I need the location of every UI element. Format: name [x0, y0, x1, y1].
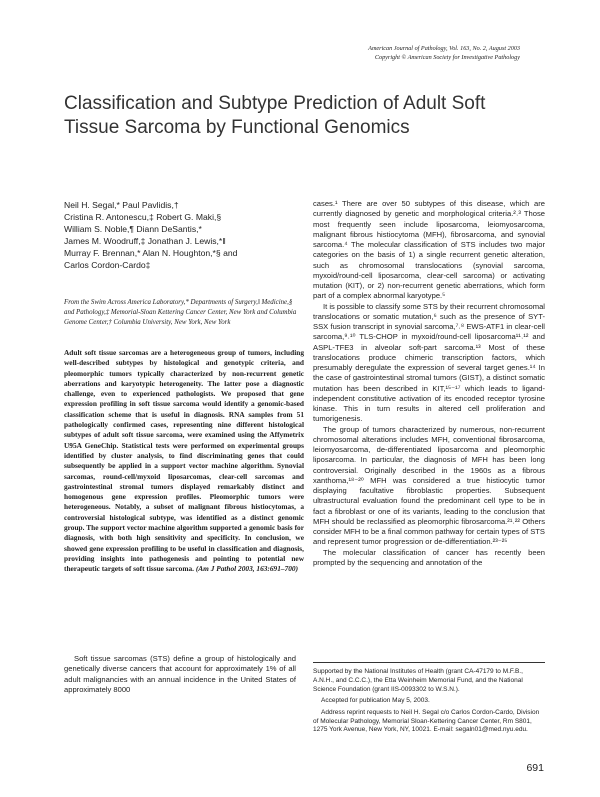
journal-citation: American Journal of Pathology, Vol. 163, No. 2, August 2003 [368, 45, 520, 52]
accepted-note: Accepted for publication May 5, 2003. [321, 697, 430, 705]
introduction-left [64, 654, 296, 696]
affiliations: From the Swim Across America Laboratory,* Departments of Surgery,ǁ Medicine,§ and Pathology,‡ Memorial-Sloan Kettering Cancer Center, New York and Columbia Genome Center,† Columbia University, New York, New York [64, 299, 297, 327]
abstract-citation: (Am J Pathol 2003, 163:691–700) [195, 564, 299, 574]
body-paragraph: The group of tumors characterized by numerous, non-recurrent chromosomal alterations includes MFH, conventional fibrosarcoma, leiomyosarcoma, de-differentiated liposarcoma and pleomorphic liposarcoma. In particular, the diagnosis of MFH has been long controversial. Originally described in the 1960s as a fibrous xanthoma,¹⁸⁻²⁰ MFH was considered a true histiocytic tumor displaying facultative fibroblastic properties. Subsequent ultrastructural evaluation found the predominant cell type to be in fact a fibroblast or one of its variants, leading to the conclusion that MFH should be reclassified as pleomorphic fibrosarcoma.²¹˒²² Others consider MFH to be a final common pathway for certain types of STS and represent tumor progression or de-differentiation.²³⁻²⁵ [313, 424, 545, 547]
intro-paragraph: Soft tissue sarcomas (STS) define a group of histologically and genetically diverse cancers that account for approximately 1% of all adult malignancies with an annual incidence in the United States of approximately 8000 [64, 654, 296, 695]
author-line: Carlos Cordon-Cardo‡ [64, 260, 151, 271]
funding-note: Supported by the National Institutes of Health (grant CA-47179 to M.F.B., A.N.H., and C.C.C.), the Etta Weinheim Memorial Fund, and the National Science Foundation (grant IIS-0093302 to W.S.N.). [313, 668, 523, 693]
author-line: Cristina R. Antonescu,‡ Robert G. Maki,§ [64, 212, 222, 223]
author-line: James M. Woodruff,‡ Jonathan J. Lewis,*ǁ [64, 236, 226, 247]
footnote-divider [313, 662, 545, 663]
footnotes [313, 668, 545, 738]
body-paragraph: cases.¹ There are over 50 subtypes of this disease, which are currently diagnosed by genetic and morphological criteria.²˒³ Those most frequently seen include liposarcoma, leiomyosarcoma, malignant fibrous histiocytoma (MFH), fibrosarcoma, and synovial sarcoma.⁴ The molecular classification of STS includes two major categories on the basis of 1) a single recurrent genetic alteration, such as chromosomal translocations (synovial sarcoma, myxoid/round-cell liposarcoma, clear-cell sarcoma) or activating mutation (KIT), or 2) non-recurrent genetic aberrations, which form part of a complex abnormal karyotype.⁵ [313, 199, 545, 301]
body-right-column [313, 199, 545, 568]
journal-header [368, 44, 520, 62]
body-paragraph: The molecular classification of cancer has recently been prompted by the sequencing and annotation of the [313, 547, 545, 567]
page-number: 691 [526, 762, 544, 774]
article-title: Classification and Subtype Prediction of Adult Soft Tissue Sarcoma by Functional Genomics [64, 93, 486, 138]
author-line: Neil H. Segal,* Paul Pavlidis,† [64, 200, 179, 210]
journal-copyright: Copyright © American Society for Investigative Pathology [374, 54, 520, 61]
body-paragraph: It is possible to classify some STS by their recurrent chromosomal translocations or somatic mutation,⁶ such as the presence of SYT-SSX fusion transcript in synovial sarcoma,⁷˒⁸ EWS-ATF1 in clear-cell sarcoma,⁹˒¹⁰ TLS-CHOP in myxoid/round-cell liposarcoma¹¹˒¹² and ASPL-TFE3 in alveolar soft-part sarcoma.¹³ Most of these translocations produce chimeric transcription factors, which presumably deregulate the expression of several target genes.¹⁴ In the case of gastrointestinal stromal tumors (GIST), a distinct somatic mutation has been described in KIT,¹⁵⁻¹⁷ which leads to ligand-independent constitutive activation of its encoded receptor tyrosine kinase. This in turn results in altered cell proliferation and tumorigenesis. [313, 301, 545, 424]
author-list [64, 199, 304, 272]
abstract [64, 348, 304, 575]
author-line: William S. Noble,¶ Diann DeSantis,* [64, 224, 202, 235]
abstract-text: Adult soft tissue sarcomas are a heterogeneous group of tumors, including well-described subtypes by histological and genotypic criteria, and pleomorphic tumors typically characterized by non-recurrent genetic aberrations and karyotypic heterogeneity. The latter pose a diagnostic challenge, even to experienced pathologists. We proposed that gene expression profiling in soft tissue sarcoma would identify a genomic-based classification scheme that is useful in diagnosis. RNA samples from 51 pathologically confirmed cases, representing nine different histological subtypes of adult soft tissue sarcoma, were examined using the Affymetrix U95A GeneChip. Statistical tests were performed on experimental groups identified by cluster analysis, to find discriminating genes that could subsequently be applied in a support vector machine algorithm. Synovial sarcomas, round-cell/myxoid liposarcomas, clear-cell sarcomas and gastrointestinal stromal tumors displayed remarkably distinct and homogenous gene expression profiles. Pleomorphic tumors were heterogeneous. Notably, a subset of malignant fibrous histiocytomas, a controversial histological subtype, was identified as a distinct genomic group. The support vector machine algorithm supported a genomic basis for diagnosis, with both high sensitivity and specificity. In conclusion, we showed gene expression profiling to be useful in classification and diagnosis, providing insights into pathogenesis and pointing to potential new therapeutic targets of soft tissue sarcoma. [64, 348, 304, 574]
reprint-note: Address reprint requests to Neil H. Segal c/o Carlos Cordon-Cardo, Division of Molecular Pathology, Memorial Sloan-Kettering Cancer Center, Rm S801, 1275 York Avenue, New York, NY, 10021. E-mail: segaln01@med.nyu.edu. [313, 708, 540, 734]
author-line: Murray F. Brennan,* Alan N. Houghton,*§ and [64, 248, 238, 259]
